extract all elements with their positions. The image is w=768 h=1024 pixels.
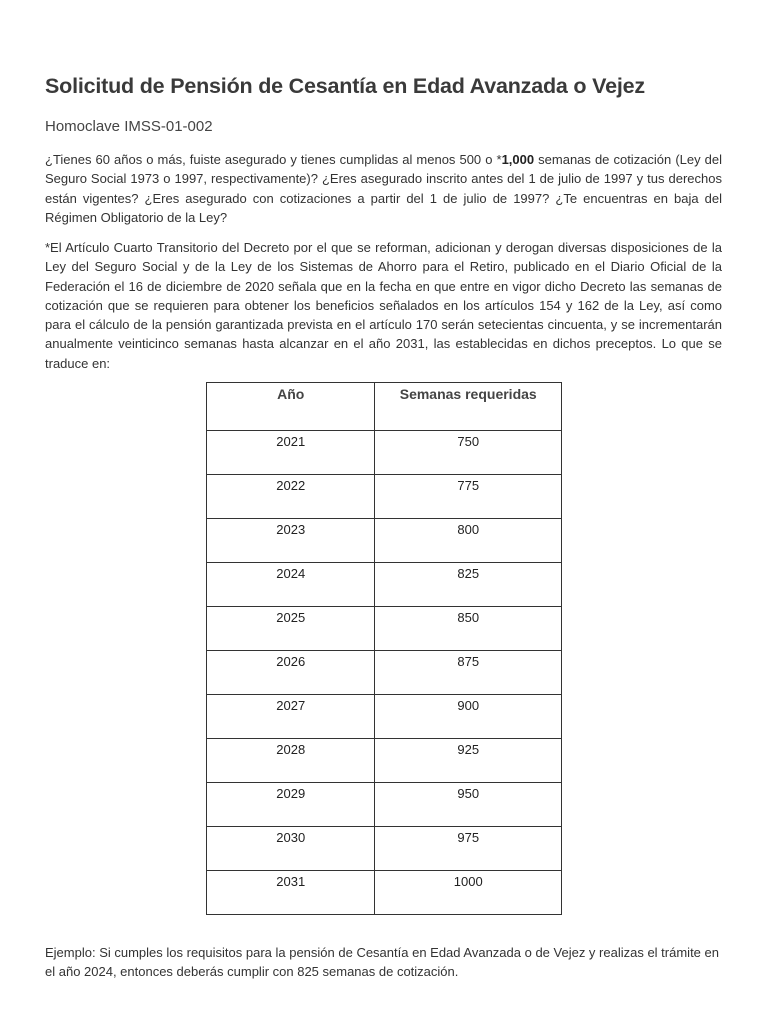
example-paragraph: Ejemplo: Si cumples los requisitos para la pensión de Cesantía en Edad Avanzada o de Vejez y realizas el trámite en el año 2024, entonces deberás cumplir con 825 semanas de cotización. (45, 945, 719, 980)
cell-weeks: 850 (375, 607, 562, 651)
header-weeks: Semanas requeridas (375, 383, 562, 431)
cell-year: 2030 (207, 827, 375, 871)
cell-year: 2023 (207, 519, 375, 563)
cell-weeks: 950 (375, 783, 562, 827)
table-row (207, 871, 562, 915)
table-row (207, 827, 562, 871)
table-row (207, 651, 562, 695)
cell-year: 2028 (207, 739, 375, 783)
table-body (207, 431, 562, 915)
cell-weeks: 925 (375, 739, 562, 783)
cell-year: 2031 (207, 871, 375, 915)
cell-weeks: 825 (375, 563, 562, 607)
cell-year: 2025 (207, 607, 375, 651)
page-title: Solicitud de Pensión de Cesantía en Edad Avanzada o Vejez (45, 74, 645, 98)
cell-weeks: 975 (375, 827, 562, 871)
table-row (207, 563, 562, 607)
cell-year: 2026 (207, 651, 375, 695)
table-row (207, 431, 562, 475)
cell-year: 2021 (207, 431, 375, 475)
cell-year: 2027 (207, 695, 375, 739)
homoclave-subtitle: Homoclave IMSS-01-002 (45, 118, 213, 135)
table-row (207, 475, 562, 519)
table-row (207, 695, 562, 739)
table-row (207, 739, 562, 783)
cell-weeks: 875 (375, 651, 562, 695)
table-header-row (207, 383, 562, 431)
table-row (207, 519, 562, 563)
required-weeks-table (206, 382, 562, 915)
intro-text-end: semanas de cotización (Ley del Seguro Social 1973 o 1997, respectivamente)? ¿Eres asegurado inscrito antes del 1 de julio de 1997 y tus derechos están vigentes? ¿Eres asegurado con cotizaciones a partir del 1 de julio de 1997? ¿Te encuentras en baja del Régimen Obligatorio de la Ley? (45, 152, 723, 225)
decree-note-paragraph: *El Artículo Cuarto Transitorio del Decreto por el que se reforman, adicionan y derogan diversas disposiciones de la Ley del Seguro Social y de la Ley de los Sistemas de Ahorro para el Retiro, publicado en el Diario Oficial de la Federación el 16 de diciembre de 2020 señala que en la fecha en que entre en vigor dicho Decreto las semanas de cotización que se requieren para obtener los beneficios señalados en los artículos 154 y 162 de la Ley, así como para el cálculo de la pensión garantizada prevista en el artículo 170 serán setecientas cincuenta, y se incrementarán anualmente veinticinco semanas hasta alcanzar en el año 2031, las establecidas en dichos preceptos. Lo que se traduce en: (45, 240, 722, 371)
cell-weeks: 1000 (375, 871, 562, 915)
cell-weeks: 775 (375, 475, 562, 519)
header-year: Año (207, 383, 375, 431)
intro-text-start: ¿Tienes 60 años o más, fuiste asegurado y tienes cumplidas al menos 500 o * (45, 152, 502, 167)
cell-weeks: 750 (375, 431, 562, 475)
cell-weeks: 800 (375, 519, 562, 563)
table-row (207, 607, 562, 651)
table-row (207, 783, 562, 827)
cell-year: 2024 (207, 563, 375, 607)
cell-year: 2022 (207, 475, 375, 519)
intro-paragraph (45, 150, 722, 227)
cell-weeks: 900 (375, 695, 562, 739)
intro-bold-weeks: 1,000 (501, 152, 535, 167)
cell-year: 2029 (207, 783, 375, 827)
